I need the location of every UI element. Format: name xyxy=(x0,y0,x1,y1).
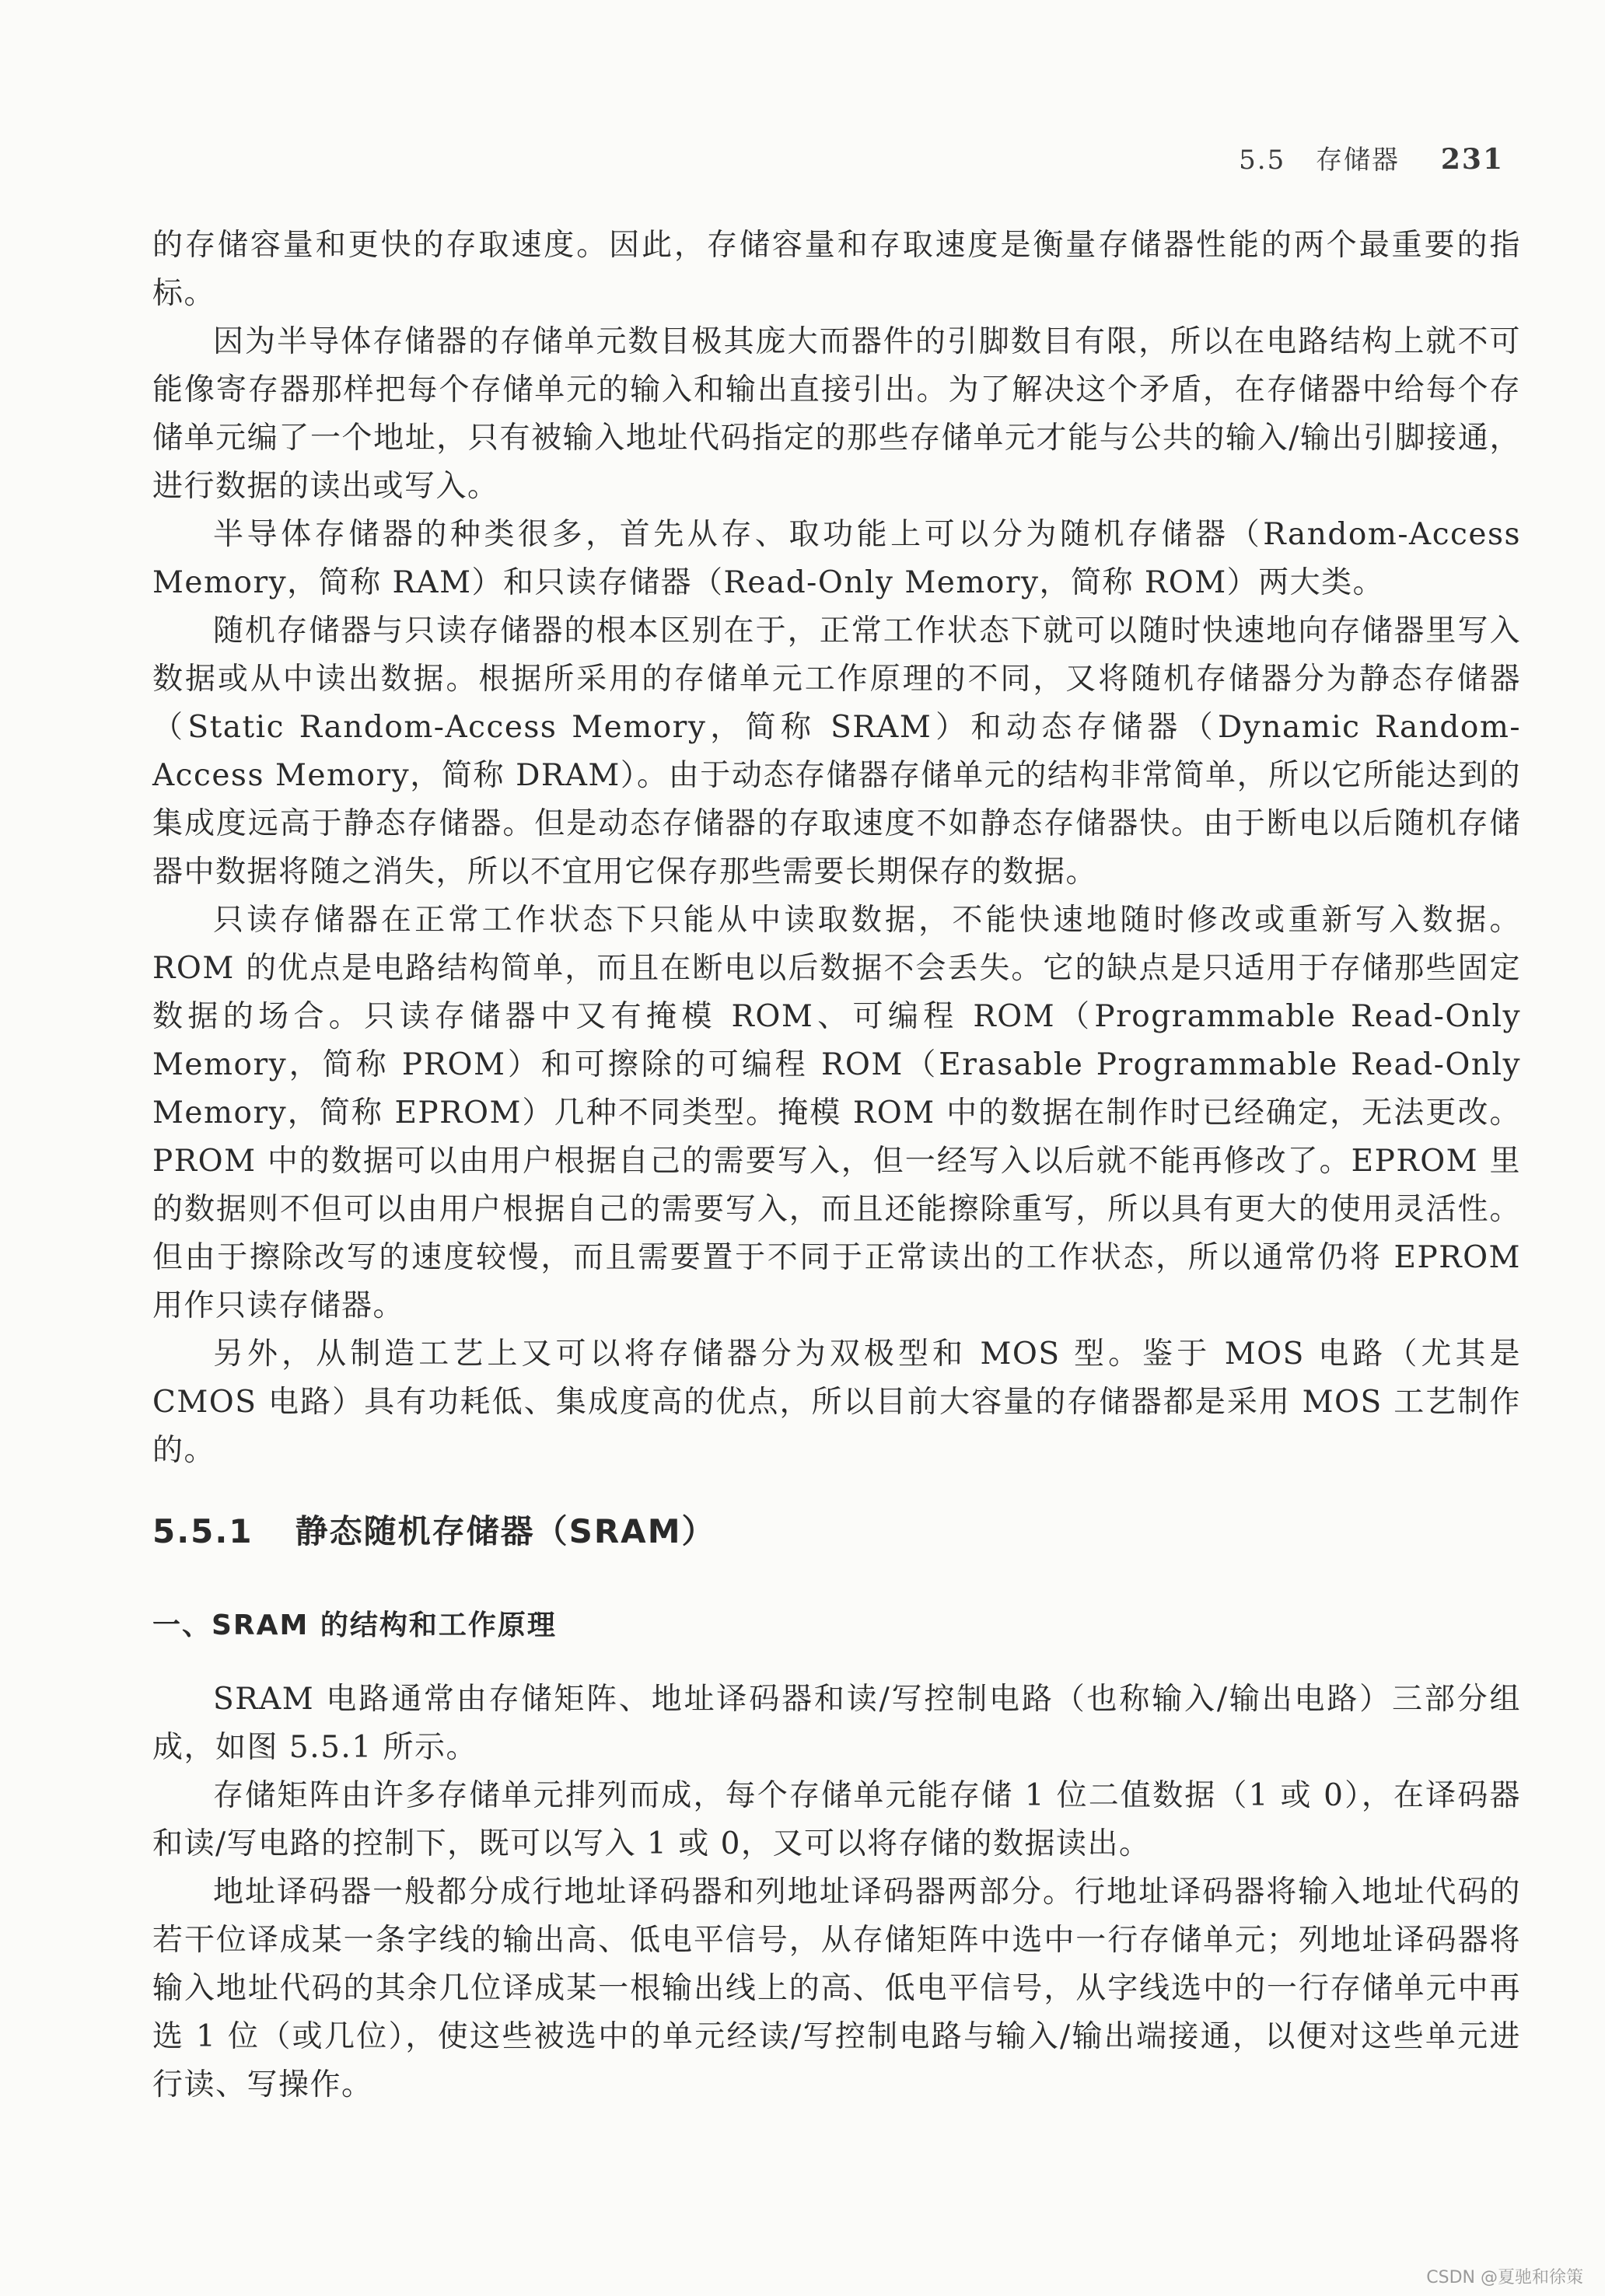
paragraph-process: 另外，从制造工艺上又可以将存储器分为双极型和 MOS 型。鉴于 MOS 电路（尤其是 CMOS 电路）具有功耗低、集成度高的优点，所以目前大容量的存储器都是采用 MOS 工艺制作的。 xyxy=(152,1337,1521,1468)
paragraph-address: 因为半导体存储器的存储单元数目极其庞大而器件的引脚数目有限，所以在电路结构上就不可能像寄存器那样把每个存储单元的输入和输出直接引出。为了解决这个矛盾，在存储器中给每个存储单元编了一个地址，只有被输入地址代码指定的那些存储单元才能与公共的输入/输出引脚接通，进行数据的读出或写入。 xyxy=(152,324,1521,504)
paragraph-continued: 的存储容量和更快的存取速度。因此，存储容量和存取速度是衡量存储器性能的两个最重要的指标。 xyxy=(152,228,1521,311)
paragraph-memory-types: 半导体存储器的种类很多，首先从存、取功能上可以分为随机存储器（Random-Access Memory，简称 RAM）和只读存储器（Read-Only Memory，简称 ROM）两大类。 xyxy=(152,517,1521,600)
paragraph-sram-structure: SRAM 电路通常由存储矩阵、地址译码器和读/写控制电路（也称输入/输出电路）三部分组成，如图 5.5.1 所示。 xyxy=(152,1682,1521,1765)
paragraph-rom: 只读存储器在正常工作状态下只能从中读取数据，不能快速地随时修改或重新写入数据。ROM 的优点是电路结构简单，而且在断电以后数据不会丢失。它的缺点是只适用于存储那些固定数据的场合。只读存储器中又有掩模 ROM、可编程 ROM（Programmable Read-Only Memory，简称 PROM）和可擦除的可编程 ROM（Erasable Programmable Read-Only Memory，简称 EPROM）几种不同类型。掩模 ROM 中的数据在制作时已经确定，无法更改。PROM 中的数据可以由用户根据自己的需要写入，但一经写入以后就不能再修改了。EPROM 里的数据则不但可以由用户根据自己的需要写入，而且还能擦除重写，所以具有更大的使用灵活性。但由于擦除改写的速度较慢，而且需要置于不同于正常读出的工作状态，所以通常仍将 EPROM 用作只读存储器。 xyxy=(152,903,1521,1323)
running-header xyxy=(1239,138,1504,176)
subsection-heading: 一、SRAM 的结构和工作原理 xyxy=(152,1609,557,1641)
watermark: CSDN @夏驰和徐策 xyxy=(1426,2268,1583,2287)
paragraph-storage-matrix: 存储矩阵由许多存储单元排列而成，每个存储单元能存储 1 位二值数据（1 或 0），在译码器和读/写电路的控制下，既可以写入 1 或 0，又可以将存储的数据读出。 xyxy=(152,1778,1521,1861)
header-section-number: 5.5 xyxy=(1239,145,1286,176)
page-body xyxy=(152,222,1521,2109)
paragraph-address-decoder: 地址译码器一般都分成行地址译码器和列地址译码器两部分。行地址译码器将输入地址代码的若干位译成某一条字线的输出高、低电平信号，从存储矩阵中选中一行存储单元；列地址译码器将输入地址代码的其余几位译成某一根输出线上的高、低电平信号，从字线选中的一行存储单元中再选 1 位（或几位），使这些被选中的单元经读/写控制电路与输入/输出端接通，以便对这些单元进行读、写操作。 xyxy=(152,1875,1521,2102)
header-section-name: 存储器 xyxy=(1316,145,1400,176)
page-number: 231 xyxy=(1440,143,1504,176)
section-heading xyxy=(152,1504,1521,1559)
section-heading-title: 静态随机存储器（SRAM） xyxy=(295,1512,716,1550)
section-heading-number: 5.5.1 xyxy=(152,1512,254,1550)
paragraph-ram: 随机存储器与只读存储器的根本区别在于，正常工作状态下就可以随时快速地向存储器里写入数据或从中读出数据。根据所采用的存储单元工作原理的不同，又将随机存储器分为静态存储器（Static Random-Access Memory，简称 SRAM）和动态存储器（Dynamic Random-Access Memory，简称 DRAM）。由于动态存储器存储单元的结构非常简单，所以它所能达到的集成度远高于静态存储器。但是动态存储器的存取速度不如静态存储器快。由于断电以后随机存储器中数据将随之消失，所以不宜用它保存那些需要长期保存的数据。 xyxy=(152,613,1521,889)
